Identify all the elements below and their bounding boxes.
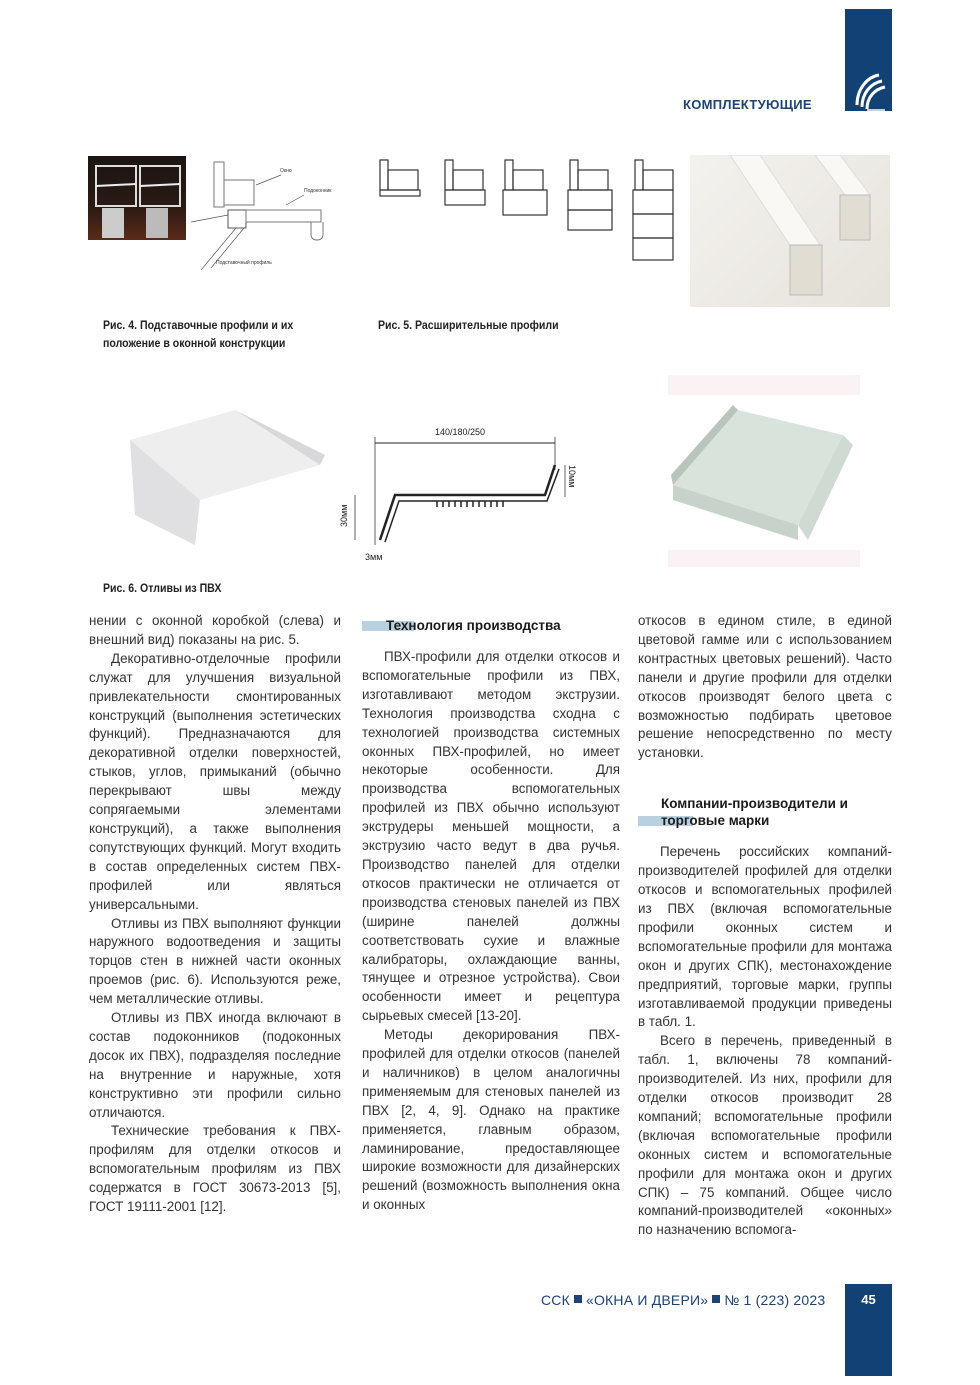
text-column-2 bbox=[362, 617, 620, 1215]
figure-4-caption bbox=[103, 316, 293, 352]
svg-text:Подоконник: Подоконник bbox=[304, 188, 332, 194]
publisher-logo-icon bbox=[849, 69, 887, 113]
footer-color-tab bbox=[845, 1284, 892, 1376]
footer-issue: № 1 (223) 2023 bbox=[724, 1292, 826, 1308]
svg-text:10мм: 10мм bbox=[567, 465, 577, 488]
caption-line: положение в оконной конструкции bbox=[103, 336, 286, 350]
figure-6-photo-left bbox=[120, 385, 330, 550]
figure-6-caption: Рис. 6. Отливы из ПВХ bbox=[103, 581, 222, 595]
caption-line: Рис. 4. Подставочные профили и их bbox=[103, 318, 294, 332]
footer-magazine: «ОКНА И ДВЕРИ» bbox=[585, 1292, 709, 1308]
square-bullet-icon bbox=[574, 1295, 582, 1303]
paragraph: Перечень российских компаний-производителей профилей для отделки откосов и вспомогательных профилей из ПВХ (включая вспомогательные профили оконных систем и вспомогательные профили для монтажа окон и других СПК), местонахождение предприятий, торговые марки, группы изготавливаемой продукции приведены в табл. 1. bbox=[638, 844, 892, 1030]
figure-5-photo bbox=[690, 155, 890, 307]
text-column-1 bbox=[89, 612, 341, 1217]
figure-4-diagram bbox=[186, 150, 336, 275]
paragraph: ПВХ-профили для отделки откосов и вспомогательные профили из ПВХ, изготавливают методом экструзии. Технология производства сходна с технологией производства системных оконных ПВХ-профилей, но имеет некоторые особенности. Для производства вспомогательных профилей из ПВХ обычно используют экструдеры меньшей мощности, а экструзию часто ведут в два ручья. Производство панелей для отделки откосов практически не отличается от производства стеновых панелей из ПВХ (ширине панелей должны соответствовать сухие и влажные калибраторы, охлаждающие ванны, тянущее и отрезное устройства). Свои особенности имеет и рецептура сырьевых смесей [13-20]. bbox=[362, 649, 620, 1024]
section-label: КОМПЛЕКТУЮЩИЕ bbox=[683, 97, 812, 112]
paragraph: откосов в едином стиле, в единой цветовой гамме или с использованием контрастных цветовых решений). Часто панели и другие профили для отделки откосов производят белого цвета с возможностью подбирать цветовое решение непосредственно по месту установки. bbox=[638, 613, 892, 761]
svg-text:Подставочный профиль: Подставочный профиль bbox=[216, 260, 272, 266]
figure-4-photo bbox=[88, 156, 186, 240]
paragraph: нении с оконной коробкой (слева) и внешний вид) показаны на рис. 5. bbox=[89, 613, 341, 647]
footer-publisher: ССК bbox=[541, 1292, 570, 1308]
section-heading: Компании-производители и торговые марки bbox=[638, 795, 892, 829]
figure-5-diagrams bbox=[365, 155, 675, 265]
paragraph: Декоративно-отделочные профили служат для улучшения визуальной привлекательности смонтированных конструкций (выполнения эстетических функций). Предназначаются для декоративной отделки поверхностей, стыков, углов, примыканий (обычно перекрывают швы между сопрягаемыми элементами конструкций), а также выполнения сопутствующих функций. Могут входить в состав определенных систем ПВХ-профилей или являться универсальными. bbox=[89, 650, 341, 912]
page-number: 45 bbox=[861, 1292, 876, 1307]
svg-text:140/180/250: 140/180/250 bbox=[435, 427, 486, 437]
paragraph: Всего в перечень, приведенный в табл. 1, включены 78 компаний-производителей. Из них, профили для отделки откосов производит 28 компаний; вспомогательные профили (включая вспомогательные профили оконных систем и вспомогательные профили для монтажа окон и других СПК) – 75 компаний. Общее число компаний-производителей «оконных» по назначению вспомога- bbox=[638, 1033, 892, 1238]
section-heading: Технология производства bbox=[362, 617, 620, 634]
svg-text:30мм: 30мм bbox=[339, 504, 349, 527]
text-column-3 bbox=[638, 612, 892, 1240]
svg-text:3мм: 3мм bbox=[365, 552, 383, 562]
figure-5-caption: Рис. 5. Расширительные профили bbox=[378, 318, 559, 332]
figure-6-dimension-drawing bbox=[335, 415, 585, 565]
header-color-tab bbox=[845, 9, 892, 111]
svg-text:Окно: Окно bbox=[280, 168, 292, 174]
paragraph: Отливы из ПВХ иногда включают в состав подоконников (подоконных досок их ПВХ), подразделяя последние на внутренние и наружные, хотя конструктивно эти профили сильно отличаются. bbox=[89, 1010, 341, 1120]
paragraph: Технические требования к ПВХ-профилям для отделки откосов и вспомогательным профилям из ПВХ содержатся в ГОСТ 30673-2013 [5], ГОСТ 19111-2001 [12]. bbox=[89, 1123, 341, 1215]
square-bullet-icon bbox=[712, 1295, 720, 1303]
paragraph: Методы декорирования ПВХ-профилей для отделки откосов (панелей и наличников) в целом аналогичны применяемым для стеновых панелей из ПВХ [2, 4, 9]. Однако на практике применяется, главным образом, ламинирование, предоставляющее широкие возможности для дизайнерских решений (возможность выполнения окна и оконных bbox=[362, 1027, 620, 1213]
figure-6-photo-right bbox=[668, 375, 860, 567]
paragraph: Отливы из ПВХ выполняют функции наружного водоотведения и защиты торцов стен в нижней части оконных проемов (рис. 6). Используются реже, чем металлические отливы. bbox=[89, 915, 341, 1007]
footer-publication bbox=[541, 1292, 825, 1308]
